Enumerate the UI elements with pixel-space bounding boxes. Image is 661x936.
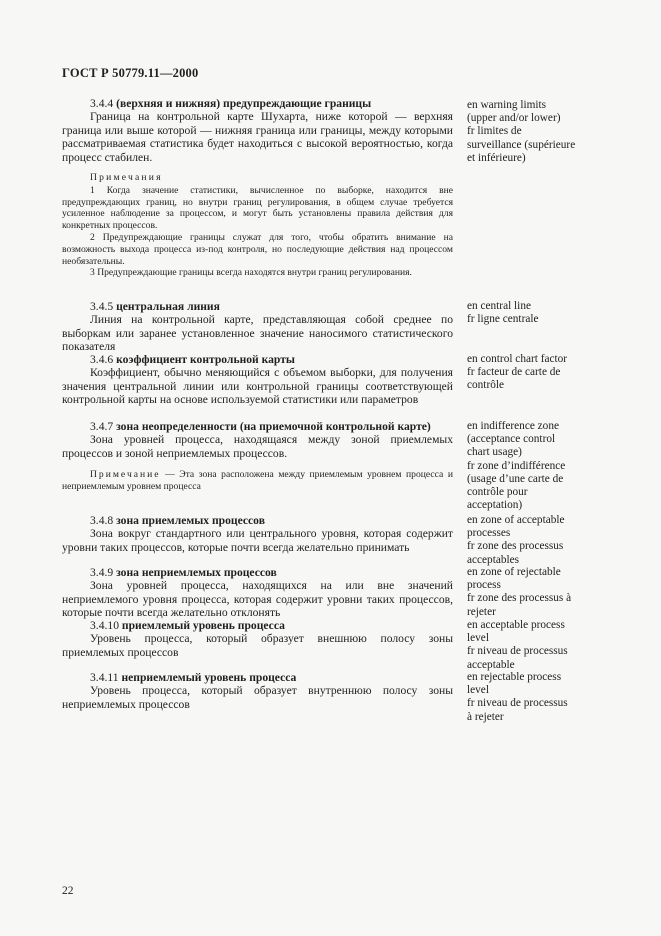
term-title: неприемлемый уровень процесса bbox=[121, 671, 297, 684]
term-definition: Граница на контрольной карте Шухарта, ниже которой — верхняя граница или выше которой — нижняя граница или границы, между которыми рассматриваемая статистика будет находиться с высокой вероятностью, когда процесс стабилен. bbox=[62, 110, 453, 164]
term-3-4-11 bbox=[62, 671, 453, 711]
term-3-4-7 bbox=[62, 420, 453, 493]
term-3-4-4 bbox=[62, 97, 453, 279]
term-3-4-5 bbox=[62, 300, 453, 354]
equivalent-3-4-11: en rejectable process level fr niveau de processus à rejeter bbox=[467, 671, 568, 723]
term-title: приемлемый уровень процесса bbox=[121, 619, 285, 632]
equivalent-3-4-9: en zone of rejectable process fr zone des processus à rejeter bbox=[467, 566, 572, 618]
note-label: Примечание bbox=[90, 469, 161, 481]
notes-heading: Примечания bbox=[90, 172, 163, 184]
term-title: зона неприемлемых процессов bbox=[116, 566, 277, 579]
term-title: зона приемлемых процессов bbox=[116, 514, 265, 527]
term-number: 3.4.6 bbox=[90, 353, 114, 366]
term-title: центральная линия bbox=[116, 300, 220, 313]
notes-block bbox=[62, 172, 453, 279]
equivalent-3-4-7: en indifference zone (acceptance control chart usage) fr zone d’indifférence (usage d’une carte de contrôle pour acceptation) bbox=[467, 420, 566, 512]
term-number: 3.4.5 bbox=[90, 300, 114, 313]
equivalent-3-4-5: en central line fr ligne centrale bbox=[467, 300, 539, 326]
equivalent-3-4-8: en zone of acceptable processes fr zone des processus acceptables bbox=[467, 514, 565, 566]
term-3-4-6 bbox=[62, 353, 453, 407]
term-3-4-10 bbox=[62, 619, 453, 659]
note-item: 3 Предупреждающие границы всегда находятся внутри границ регулирования. bbox=[90, 267, 412, 279]
equivalent-3-4-10: en acceptable process level fr niveau de processus acceptable bbox=[467, 619, 568, 671]
term-definition: Зона уровней процесса, находящаяся между зоной приемлемых процессов и зоной неприемлемых процессов. bbox=[62, 433, 453, 460]
term-number: 3.4.7 bbox=[90, 420, 114, 433]
term-3-4-9 bbox=[62, 566, 453, 620]
term-title: (верхняя и нижняя) предупреждающие границы bbox=[116, 97, 372, 110]
note-item: 1 Когда значение статистики, вычисленное по выборке, находится вне предупреждающих границ, но внутри границ регулирования, в общем случае требуется усиленное наблюдение за процессом, и могут быть установлены правила действия для конкретных процессов. bbox=[62, 184, 453, 232]
term-definition: Уровень процесса, который образует внутреннюю полосу зоны неприемлемых процессов bbox=[62, 684, 453, 711]
term-definition: Линия на контрольной карте, представляющая собой среднее по выборкам или заранее установленное значение наносимого статистического показателя bbox=[62, 313, 453, 354]
term-definition: Коэффициент, обычно меняющийся с объемом выборки, для получения значения центральной линии или контрольной границы соответствующей контрольной карты на основе используемой статистики или параметров bbox=[62, 366, 453, 407]
page-number: 22 bbox=[62, 885, 74, 897]
term-number: 3.4.4 bbox=[90, 97, 114, 110]
equivalent-3-4-6: en control chart factor fr facteur de carte de contrôle bbox=[467, 353, 568, 392]
term-definition: Уровень процесса, который образует внешнюю полосу зоны приемлемых процессов bbox=[62, 632, 453, 659]
term-number: 3.4.10 bbox=[90, 619, 119, 632]
term-number: 3.4.8 bbox=[90, 514, 114, 527]
term-definition: Зона вокруг стандартного или центрального уровня, которая содержит уровни таких процессов, которые почти всегда желательно принимать bbox=[62, 527, 453, 554]
term-title: коэффициент контрольной карты bbox=[116, 353, 295, 366]
note-text: — Эта зона расположена между приемлемым уровнем процесса и неприемлемым уровнем процесса bbox=[62, 469, 453, 493]
term-number: 3.4.9 bbox=[90, 566, 114, 579]
term-title: зона неопределенности (на приемочной контрольной карте) bbox=[116, 420, 431, 433]
standard-header: ГОСТ Р 50779.11—2000 bbox=[62, 66, 199, 80]
term-definition: Зона уровней процесса, находящихся на или вне значений неприемлемого уровня процесса, которая содержит уровни таких процессов, которые почти всегда желательно отклонять bbox=[62, 579, 453, 620]
equivalent-3-4-4: en warning limits (upper and/or lower) fr limites de surveillance (supérieure et inférieure) bbox=[467, 99, 576, 164]
term-number: 3.4.11 bbox=[90, 671, 119, 684]
note-item: 2 Предупреждающие границы служат для того, чтобы обратить внимание на возможность выхода процесса из-под контроля, но последующие действия над процессом необязательны. bbox=[62, 232, 453, 267]
note-block bbox=[62, 469, 453, 493]
term-3-4-8 bbox=[62, 514, 453, 554]
